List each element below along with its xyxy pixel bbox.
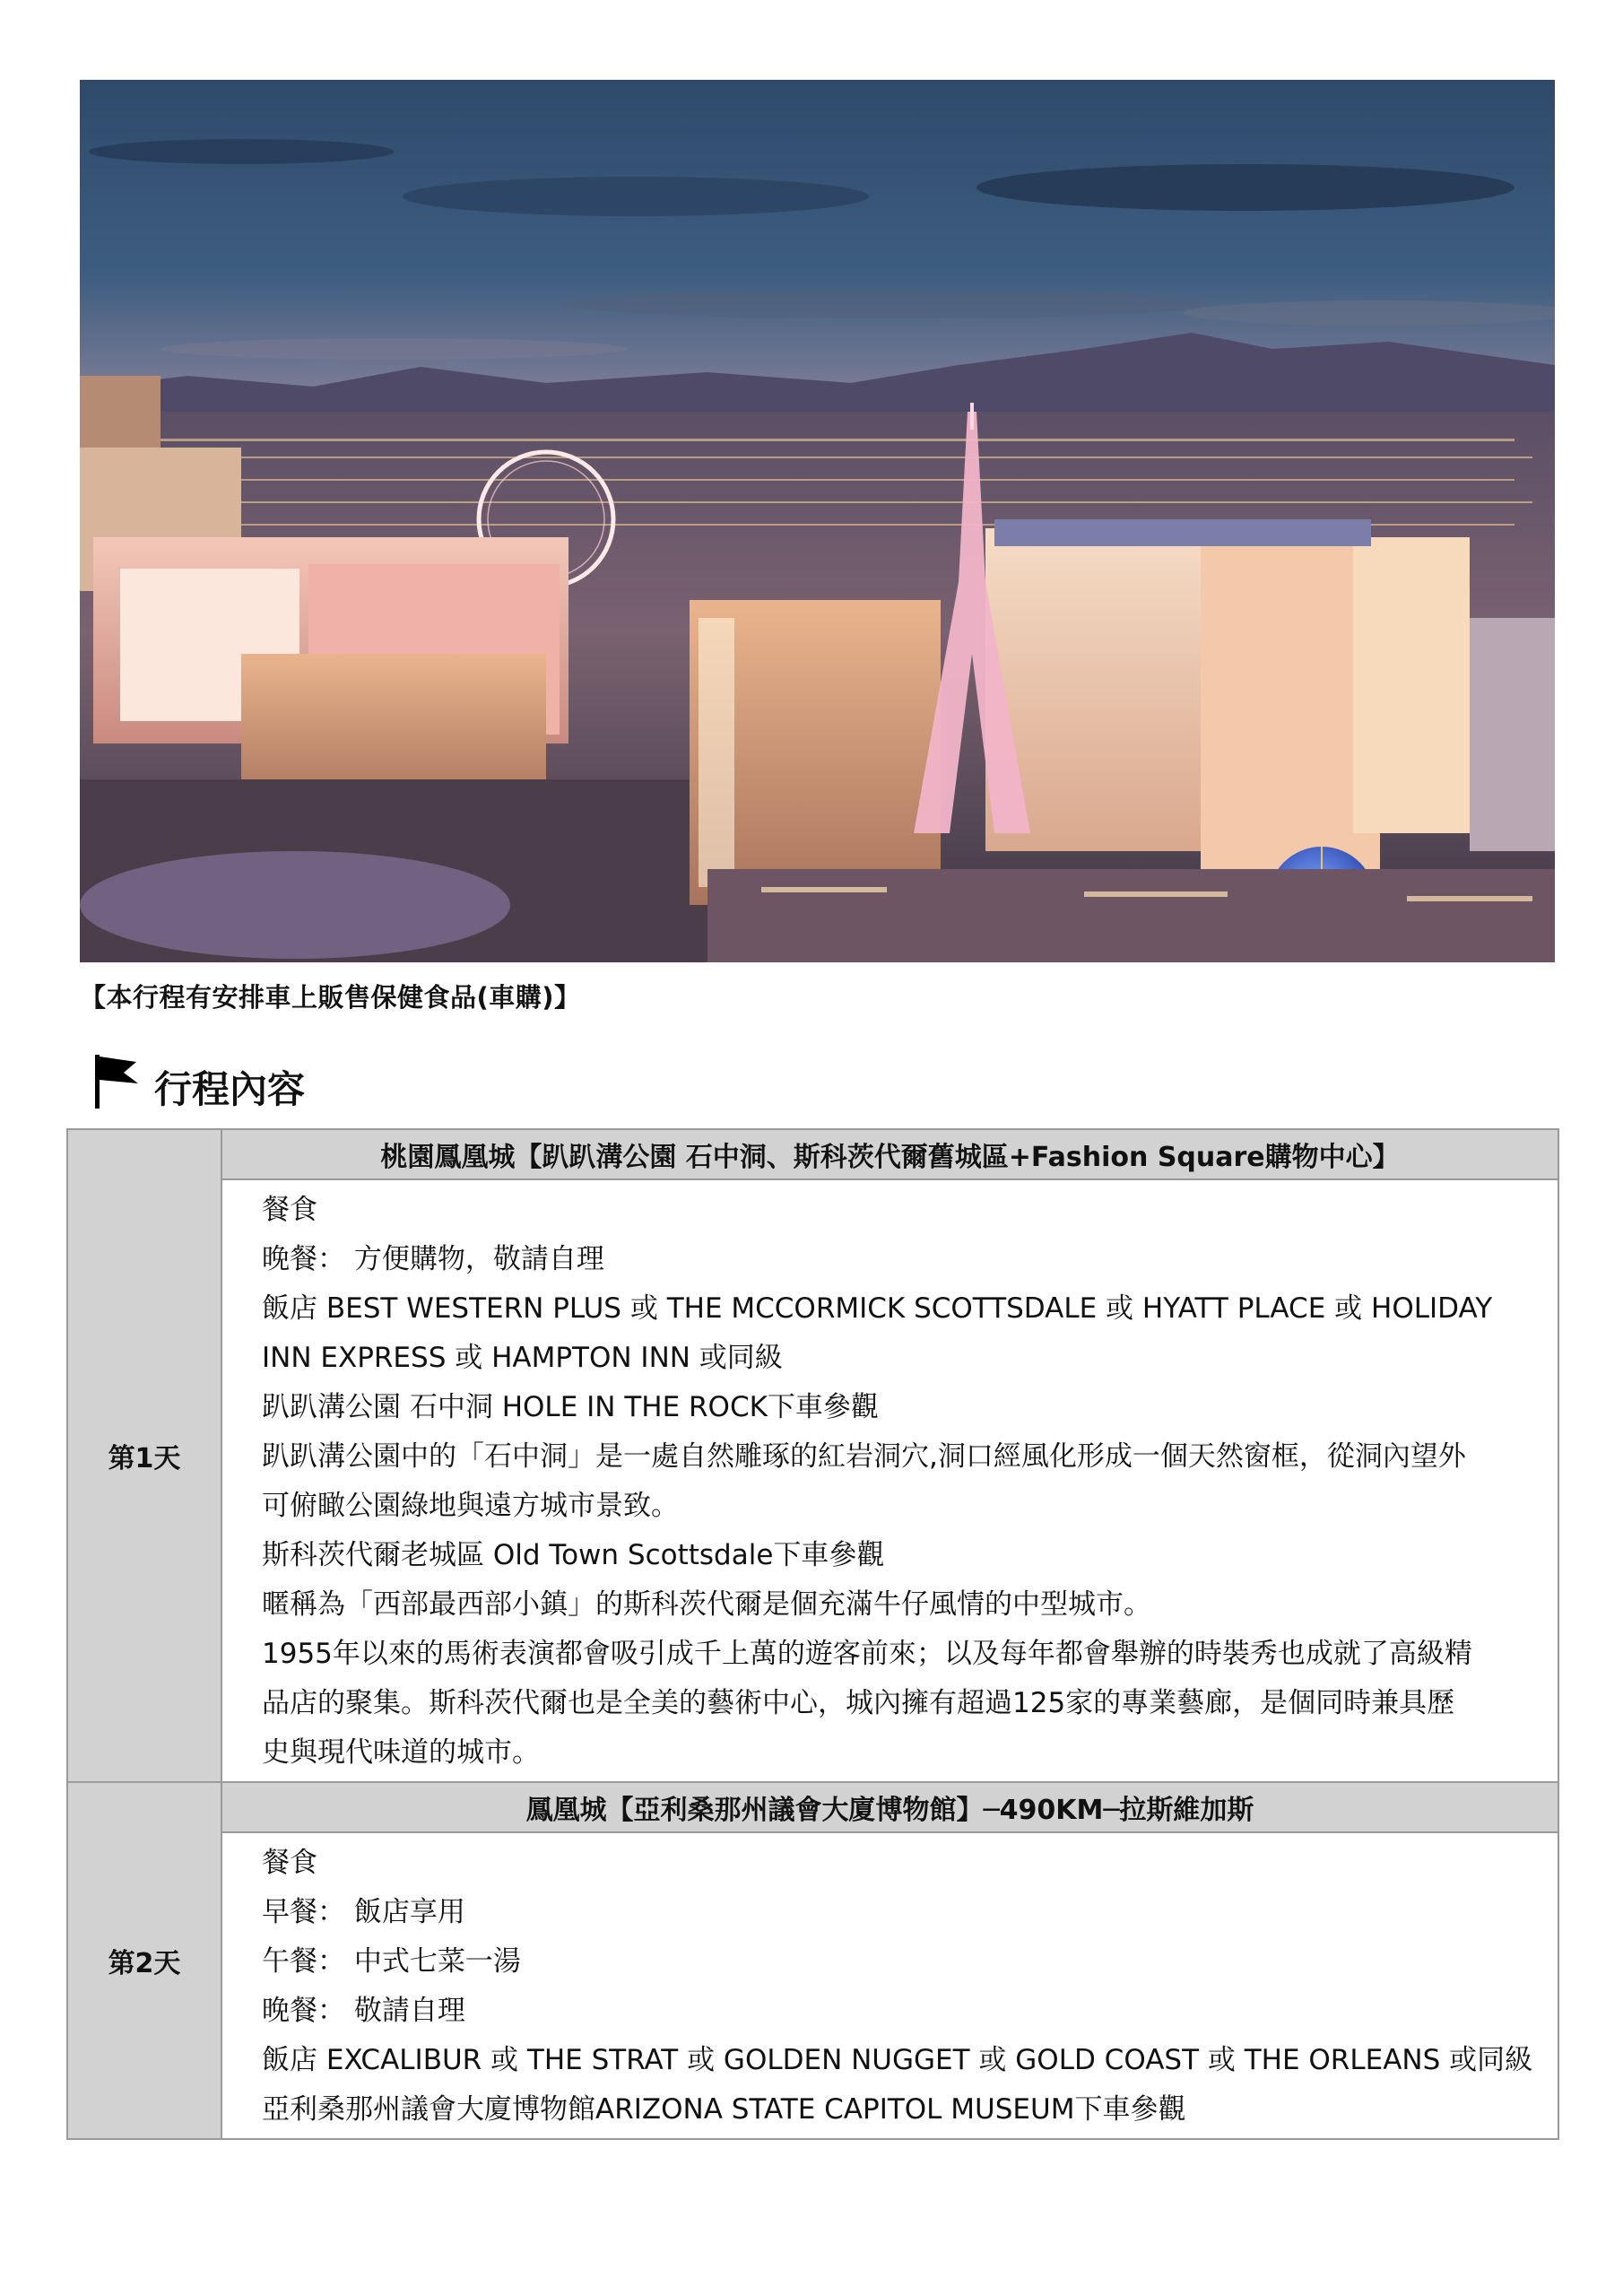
las-vegas-strip-image <box>80 80 1555 962</box>
detail-line: 斯科茨代爾老城區 Old Town Scottsdale下車參觀 <box>262 1539 885 1571</box>
detail-line: 早餐： 飯店享用 <box>262 1896 465 1928</box>
detail-line: 品店的聚集。斯科茨代爾也是全美的藝術中心，城內擁有超過125家的專業藝廊，是個同時兼具歷 <box>262 1687 1455 1719</box>
detail-line: 午餐： 中式七菜一湯 <box>262 1945 521 1978</box>
detail-line: INN EXPRESS 或 HAMPTON INN 或同級 <box>262 1342 783 1374</box>
detail-line: 亞利桑那州議會大廈博物館ARIZONA STATE CAPITOL MUSEUM下車參觀 <box>262 2093 1186 2126</box>
section-title: 行程內容 <box>154 1067 306 1111</box>
detail-line: 趴趴溝公園 石中洞 HOLE IN THE ROCK下車參觀 <box>262 1391 879 1423</box>
detail-line: 餐食 <box>262 1847 317 1879</box>
day-details <box>221 1179 1558 1782</box>
day-label: 第2天 <box>67 1782 221 2139</box>
detail-line: 飯店 EXCALIBUR 或 THE STRAT 或 GOLDEN NUGGET 或 GOLD COAST 或 THE ORLEANS 或同級 <box>262 2044 1533 2076</box>
detail-line: 1955年以來的馬術表演都會吸引成千上萬的遊客前來；以及每年都會舉辦的時裝秀也成就了高級精 <box>262 1638 1472 1670</box>
notice-text: 【本行程有安排車上販售保健食品(車購)】 <box>80 982 581 1013</box>
detail-line: 飯店 BEST WESTERN PLUS 或 THE MCCORMICK SCOTTSDALE 或 HYATT PLACE 或 HOLIDAY <box>262 1292 1493 1325</box>
itinerary-table <box>66 1128 1559 2140</box>
hero-photo <box>80 80 1555 962</box>
detail-line: 可俯瞰公園綠地與遠方城市景致。 <box>262 1490 679 1522</box>
day-title: 桃園鳳凰城【趴趴溝公園 石中洞、斯科茨代爾舊城區+Fashion Square購物中心】 <box>221 1129 1558 1179</box>
day-label: 第1天 <box>67 1129 221 1782</box>
detail-line: 晚餐： 敬請自理 <box>262 1995 465 2027</box>
section-header <box>93 1039 305 1110</box>
detail-line: 晚餐： 方便購物，敬請自理 <box>262 1243 604 1275</box>
detail-line: 史與現代味道的城市。 <box>262 1736 540 1769</box>
detail-line: 暱稱為「西部最西部小鎮」的斯科茨代爾是個充滿牛仔風情的中型城市。 <box>262 1588 1151 1621</box>
day-details <box>221 1832 1558 2139</box>
day-title: 鳳凰城【亞利桑那州議會大廈博物館】─490KM─拉斯維加斯 <box>221 1782 1558 1832</box>
detail-line: 餐食 <box>262 1194 317 1226</box>
flag-icon <box>93 1053 142 1110</box>
detail-line: 趴趴溝公園中的「石中洞」是一處自然雕琢的紅岩洞穴,洞口經風化形成一個天然窗框，從洞內望外 <box>262 1440 1466 1473</box>
